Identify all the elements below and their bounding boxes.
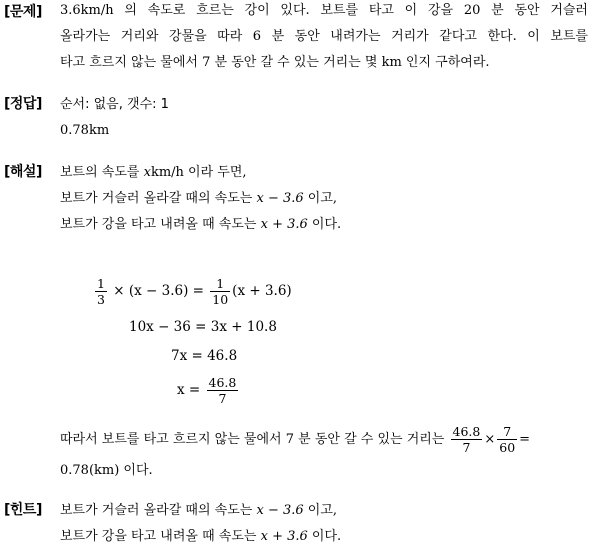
equation-1: $\frac{1}{3}$ × (x − 3.6) = $\frac{1}{10}$ (x + 3.6)	[97, 276, 292, 307]
equation-2: 10x − 36 = 3x + 10.8	[129, 319, 277, 335]
conclusion-line-1: 따라서 보트를 타고 흐르지 않는 물에서 7 분 동안 갈 수 있는 거리는 $\frac{46.8}{7}$ × $\frac{7}{60}$ =	[60, 424, 531, 455]
equation-3: 7x = 46.8	[171, 348, 238, 364]
hint-body	[60, 498, 588, 550]
hint-line-1: 보트가 거슬러 올라갈 때의 속도는 x − 3.6 이고,	[60, 503, 338, 518]
solution-body	[60, 160, 588, 238]
hint-tag: [힌트]	[4, 502, 42, 518]
solution-tag: [해설]	[4, 164, 42, 180]
answer-tag: [정답]	[4, 96, 42, 112]
fraction: $\frac{1}{10}$	[212, 276, 229, 307]
problem-tag: [문제]	[4, 4, 42, 20]
fraction: $\frac{46.8}{7}$	[452, 424, 481, 455]
solution-line-3: 보트가 강을 타고 내려올 때 속도는 x + 3.6 이다.	[60, 217, 342, 232]
fraction: $\frac{46.8}{7}$	[208, 375, 237, 406]
problem-body	[60, 0, 588, 76]
problem-line-3: 타고 흐르지 않는 물에서 7 분 동안 갈 수 있는 거리는 몇 km 인지 구하여라.	[60, 55, 490, 70]
hint-line-2: 보트가 강을 타고 내려올 때 속도는 x + 3.6 이다.	[60, 529, 342, 544]
problem-line-2: 올라가는 거리와 강물을 따라 6 분 동안 내려가는 거리가 같다고 한다. 이 보트를	[60, 29, 588, 44]
variable-x: x	[143, 165, 151, 180]
conclusion-line-2: 0.78(km) 이다.	[60, 463, 153, 478]
answer-meta: 순서: 없음, 갯수: 1	[60, 97, 169, 112]
answer-body	[60, 92, 588, 144]
problem-line-1: 3.6km/h 의 속도로 흐르는 강이 있다. 보트를 타고 이 강을 20 분 동안 거슬러	[60, 3, 588, 18]
fraction: $\frac{7}{60}$	[499, 424, 516, 455]
answer-value: 0.78km	[60, 123, 110, 138]
solution-line-2: 보트가 거슬러 올라갈 때의 속도는 x − 3.6 이고,	[60, 191, 338, 206]
solution-line-1: 보트의 속도를 xkm/h 이라 두면,	[60, 165, 247, 180]
fraction: $\frac{1}{3}$	[97, 276, 105, 307]
equation-4: x = $\frac{46.8}{7}$	[177, 375, 237, 406]
